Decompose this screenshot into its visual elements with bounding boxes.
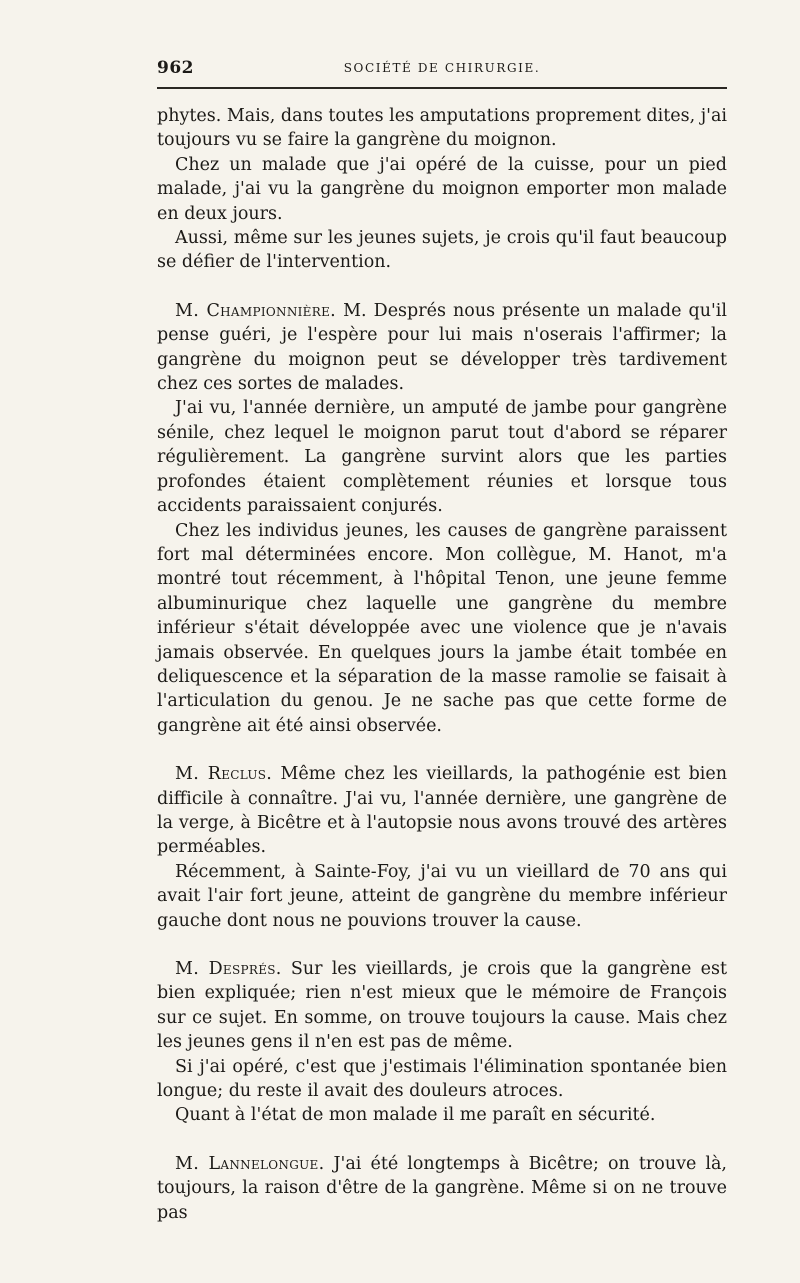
paragraph: Récemment, à Sainte-Foy, j'ai vu un vieillard de 70 ans qui avait l'air fort jeune, atteint de gangrène du membre inférieur gauche dont nous ne pouvions trouver la cause. bbox=[157, 861, 727, 931]
speaker-paragraph bbox=[157, 762, 727, 860]
speaker-paragraph bbox=[157, 299, 727, 397]
speaker-name: M. Championnière. bbox=[175, 300, 336, 321]
speaker-name: M. Reclus. bbox=[175, 764, 273, 785]
speaker-text: M. Després nous présente un malade qu'il pense guéri, je l'espère pour lui mais n'oserais l'affirmer; la gangrène du moignon peut se développer très tardivement chez ces sortes de malades. bbox=[157, 300, 727, 395]
paragraph: Chez un malade que j'ai opéré de la cuisse, pour un pied malade, j'ai vu la gangrène du moignon emporter mon malade en deux jours. bbox=[157, 154, 727, 224]
speaker-name: M. Lannelongue. bbox=[175, 1153, 325, 1174]
page-number: 962 bbox=[157, 58, 194, 78]
paragraph: phytes. Mais, dans toutes les amputations proprement dites, j'ai toujours vu se faire la gangrène du moignon. bbox=[157, 106, 727, 151]
paragraph: Si j'ai opéré, c'est que j'estimais l'élimination spontanée bien longue; du reste il avait des douleurs atroces. bbox=[157, 1056, 727, 1102]
paragraph: Aussi, même sur les jeunes sujets, je crois qu'il faut beaucoup se défier de l'intervention. bbox=[157, 228, 727, 273]
header-rule bbox=[157, 87, 727, 89]
speaker-text: J'ai été longtemps à Bicêtre; on trouve là, toujours, la raison d'être de la gangrène. Même si on ne trouve pas bbox=[157, 1153, 727, 1223]
running-head bbox=[157, 58, 727, 80]
speaker-text: Sur les vieillards, je crois que la gangrène est bien expliquée; rien n'est mieux que le mémoire de François sur ce sujet. En somme, on trouve toujours la cause. Mais chez les jeunes gens il n'en est pas de même. bbox=[157, 959, 727, 1053]
speaker-name: M. Després. bbox=[175, 959, 282, 979]
speaker-paragraph bbox=[157, 957, 727, 1055]
speaker-text: Même chez les vieillards, la pathogénie est bien difficile à connaître. J'ai vu, l'année dernière, une gangrène de la verge, à Bicêtre et à l'autopsie nous avons trouvé des artères perméables. bbox=[157, 764, 727, 858]
paragraph: Quant à l'état de mon malade il me paraît en sécurité. bbox=[175, 1105, 656, 1126]
speaker-paragraph bbox=[157, 1152, 727, 1225]
paragraph: J'ai vu, l'année dernière, un amputé de jambe pour gangrène sénile, chez lequel le moignon parut tout d'abord se réparer régulièrement. La gangrène survint alors que les parties profondes étaient complètement réunies et lorsque tous accidents paraissaient conjurés. bbox=[157, 398, 727, 517]
running-title: SOCIÉTÉ DE CHIRURGIE. bbox=[343, 61, 541, 75]
paragraph: Chez les individus jeunes, les causes de gangrène paraissent fort mal déterminées encore. Mon collègue, M. Hanot, m'a montré tout récemment, à l'hôpital Tenon, une jeune femme albuminurique chez laquelle une gangrène du membre inférieur s'était développée avec une violence que je n'avais jamais observée. En quelques jours la jambe était tombée en deliquescence et la séparation de la masse ramolie se faisait à l'articulation du genou. Je ne sache pas que cette forme de gangrène ait été ainsi observée. bbox=[157, 520, 727, 736]
body-text bbox=[157, 104, 727, 1225]
